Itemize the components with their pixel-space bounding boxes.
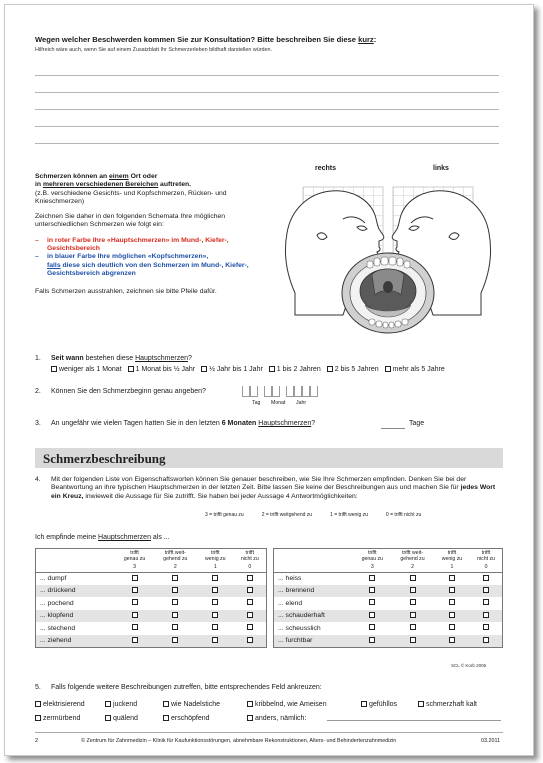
q5-checkbox[interactable] [247, 701, 253, 707]
table-value-row: 3 2 1 0 [36, 563, 267, 572]
q1-checkbox-2[interactable] [128, 366, 134, 372]
rating-checkbox[interactable] [410, 624, 416, 630]
q5-option: zermürbend [35, 715, 80, 722]
q1-option-label: mehr als 5 Jahre [392, 366, 445, 373]
q1-checkbox-6[interactable] [385, 366, 391, 372]
year-digit-box[interactable] [294, 386, 302, 397]
day-digit-box[interactable] [242, 386, 250, 397]
section-title: Schmerzbeschreibung [43, 451, 166, 466]
table-row: ... klopfend [36, 610, 267, 623]
q1-number: 1. [35, 355, 41, 362]
rating-checkbox[interactable] [369, 587, 375, 593]
year-digit-box[interactable] [286, 386, 294, 397]
rating-checkbox[interactable] [369, 624, 375, 630]
answer-line-5[interactable] [35, 143, 499, 144]
rating-checkbox[interactable] [172, 637, 178, 643]
q5-question: Falls folgende weitere Beschreibungen zutreffen, bitte entsprechendes Feld ankreuzen: [51, 684, 322, 691]
pain-instructions [35, 173, 267, 304]
rating-checkbox[interactable] [247, 624, 253, 630]
q3-number: 3. [35, 420, 41, 427]
rating-checkbox[interactable] [483, 599, 489, 605]
complaint-question-emph: kurz [358, 35, 374, 44]
rating-checkbox[interactable] [369, 637, 375, 643]
q5-checkbox[interactable] [105, 701, 111, 707]
table-row: ... pochend [36, 597, 267, 610]
rating-checkbox[interactable] [369, 612, 375, 618]
q5-option: quälend [105, 715, 138, 722]
q1-options [51, 366, 445, 373]
table-row: ... heiss [274, 572, 503, 585]
instruction-red: – in roter Farbe Ihre «Hauptschmerzen» im Mund-, Kiefer-, Gesichtsbereich [35, 236, 229, 253]
q5-option: schmerzhaft kalt [418, 701, 477, 708]
footer-text: © Zentrum für Zahnmedizin – Klinik für Kaufunktionsstörungen, abnehmbare Rekonstruktionen, Alters- und Behindertenzahnmedizin [81, 738, 397, 744]
rating-checkbox[interactable] [172, 612, 178, 618]
rating-checkbox[interactable] [132, 575, 138, 581]
scale-legend: 3 = trifft genau zu 2 = trifft weitgehend zu 1 = trifft wenig zu 0 = trifft nicht zu [205, 512, 422, 518]
footer-divider [35, 732, 503, 733]
q3-unit: Tage [409, 420, 425, 427]
table-row: ... elend [274, 597, 503, 610]
q5-checkbox[interactable] [105, 715, 111, 721]
q5-option: juckend [105, 701, 137, 708]
answer-line-3[interactable] [35, 109, 499, 110]
q1-option-label: 1 Monat bis ½ Jahr [135, 366, 196, 373]
table-row: ... brennend [274, 585, 503, 598]
rating-checkbox[interactable] [410, 599, 416, 605]
day-digit-box[interactable] [250, 386, 258, 397]
month-digit-box[interactable] [272, 386, 280, 397]
q5-checkbox[interactable] [361, 701, 367, 707]
rating-checkbox[interactable] [410, 612, 416, 618]
date-label-year: Jahr [296, 400, 307, 406]
section-banner [35, 448, 503, 468]
rating-checkbox[interactable] [483, 575, 489, 581]
q1-checkbox-1[interactable] [51, 366, 57, 372]
rating-checkbox[interactable] [483, 624, 489, 630]
rating-checkbox[interactable] [369, 599, 375, 605]
answer-line-2[interactable] [35, 92, 499, 93]
q5-checkbox[interactable] [35, 715, 41, 721]
page-number: 2 [35, 738, 39, 744]
table-header-row [274, 549, 503, 564]
rating-checkbox[interactable] [449, 637, 455, 643]
table-header-row [36, 549, 267, 564]
table-row: ... dumpf [36, 572, 267, 585]
table-row: ... furchtbar [274, 635, 503, 648]
figure-label-right: rechts [315, 165, 337, 172]
form-page [4, 4, 534, 756]
q2-number: 2. [35, 388, 41, 395]
rating-checkbox[interactable] [449, 575, 455, 581]
rating-checkbox[interactable] [483, 637, 489, 643]
rating-checkbox[interactable] [410, 637, 416, 643]
q1-checkbox-5[interactable] [327, 366, 333, 372]
table-copyright: SCL © Korb 2006 [451, 663, 487, 668]
q1-option-label: 1 bis 2 Jahren [276, 366, 321, 373]
rating-checkbox[interactable] [247, 587, 253, 593]
table-intro: Ich empfinde meine Hauptschmerzen als ... [35, 534, 170, 541]
rating-checkbox[interactable] [172, 624, 178, 630]
q5-checkbox[interactable] [35, 701, 41, 707]
col-header-2: trifft weit- gehend zu [163, 550, 188, 562]
col-header-3: trifft genau zu [361, 550, 384, 562]
year-digit-box[interactable] [302, 386, 310, 397]
table-row: ... schauderhaft [274, 610, 503, 623]
rating-checkbox[interactable] [247, 599, 253, 605]
rating-checkbox[interactable] [449, 624, 455, 630]
col-header-0: trifft nicht zu [477, 550, 495, 562]
open-mouth-icon [342, 253, 434, 333]
col-header-0: trifft nicht zu [240, 550, 259, 562]
descriptor-table-left [35, 548, 267, 648]
q5-option: gefühllos [361, 701, 397, 708]
q5-checkbox[interactable] [163, 701, 169, 707]
rating-checkbox[interactable] [212, 599, 218, 605]
rating-checkbox[interactable] [410, 575, 416, 581]
rating-checkbox[interactable] [247, 612, 253, 618]
year-digit-box[interactable] [310, 386, 318, 397]
col-header-3: trifft genau zu [123, 550, 146, 562]
rating-checkbox[interactable] [172, 587, 178, 593]
q3-question: An ungefähr wie vielen Tagen hatten Sie in den letzten 6 Monaten Hauptschmerzen? [51, 420, 316, 427]
q2-question: Können Sie den Schmerzbeginn genau angeben? [51, 388, 206, 395]
rating-checkbox[interactable] [212, 612, 218, 618]
table-row: ... drückend [36, 585, 267, 598]
pain-arrow-instruction: Falls Schmerzen ausstrahlen, zeichnen sie bitte Pfeile dafür. [35, 288, 217, 296]
complaint-question-end: : [373, 35, 377, 44]
q4-instructions: Mit der folgenden Liste von Eigenschaftsworten können Sie genauer beschreiben, wie Sie Ihre Schmerzen empfinden. Denken Sie bei der Beantwortung an ihre typischen Hauptschmerzen in der letzten Zeit. Bitte lassen Sie keine der Beschreibungen aus und machen Sie für jedes Wort ein Kreuz, inwieweit die Aussage für Sie zutrifft. Sie haben bei jeder Aussage 4 Antwortmöglichkeiten: [51, 476, 496, 500]
date-label-month: Monat [271, 400, 286, 406]
rating-checkbox[interactable] [483, 587, 489, 593]
q5-checkbox[interactable] [418, 701, 424, 707]
footer-date: 03.2011 [481, 738, 501, 744]
q1-option-label: weniger als 1 Monat [59, 366, 122, 373]
rating-checkbox[interactable] [172, 575, 178, 581]
q1-checkbox-4[interactable] [269, 366, 275, 372]
rating-checkbox[interactable] [132, 587, 138, 593]
complaint-question-text: Wegen welcher Beschwerden kommen Sie zur Konsultation? Bitte beschreiben Sie diese [35, 35, 359, 44]
pain-draw-instruction: Zeichnen Sie daher in den folgenden Schemata Ihre möglichen unterschiedlichen Schmerzen wie folgt ein: [35, 213, 226, 229]
rating-checkbox[interactable] [449, 612, 455, 618]
table-value-row: 3 2 1 0 [274, 563, 503, 572]
q5-checkbox[interactable] [247, 715, 253, 721]
rating-checkbox[interactable] [132, 599, 138, 605]
instruction-blue: – in blauer Farbe Ihre möglichen «Kopfschmerzen», falls diese sich deutlich von den Schmerzen im Mund-, Kiefer-, Gesichtsbereich abgrenzen [35, 253, 249, 277]
col-header-2: trifft weit- gehend zu [400, 550, 425, 562]
answer-line-4[interactable] [35, 126, 499, 127]
rating-checkbox[interactable] [483, 612, 489, 618]
q5-checkbox[interactable] [163, 715, 169, 721]
q5-option: anders, nämlich: [247, 715, 306, 722]
q5-number: 5. [35, 684, 41, 691]
pain-intro: Schmerzen können an einem Ort oder in mehreren verschiedenen Bereichen auftreten. (z.B. verschiedene Gesichts- und Kopfschmerzen, Rücken- und Knieschmerzen) [35, 173, 227, 205]
q5-option: wie Nadelstiche [163, 701, 220, 708]
rating-checkbox[interactable] [132, 612, 138, 618]
month-digit-box[interactable] [264, 386, 272, 397]
q5-other-input[interactable] [327, 720, 501, 721]
rating-checkbox[interactable] [247, 575, 253, 581]
rating-checkbox[interactable] [212, 575, 218, 581]
rating-checkbox[interactable] [132, 624, 138, 630]
complaint-question [35, 35, 376, 44]
rating-checkbox[interactable] [449, 599, 455, 605]
rating-checkbox[interactable] [449, 587, 455, 593]
rating-checkbox[interactable] [247, 637, 253, 643]
date-label-day: Tag [252, 400, 261, 406]
descriptor-table-right [273, 548, 503, 648]
col-header-1: trifft wenig zu [205, 550, 226, 562]
pain-drawing-figure[interactable] [273, 165, 503, 335]
q3-days-input[interactable] [381, 428, 405, 429]
rating-checkbox[interactable] [410, 587, 416, 593]
q5-option: elektrisierend [35, 701, 85, 708]
answer-line-1[interactable] [35, 75, 499, 76]
complaint-hint: Hilfreich wäre auch, wenn Sie auf einem Zusatzblatt Ihr Schmerzerleben bildhaft darstellen würden. [35, 47, 273, 53]
table-row: ... stechend [36, 622, 267, 635]
rating-checkbox[interactable] [369, 575, 375, 581]
q1-option-label: 2 bis 5 Jahren [334, 366, 379, 373]
rating-checkbox[interactable] [212, 624, 218, 630]
q1-checkbox-3[interactable] [201, 366, 207, 372]
rating-checkbox[interactable] [212, 587, 218, 593]
table-row: ... scheusslich [274, 622, 503, 635]
rating-checkbox[interactable] [132, 637, 138, 643]
head-schema-drawing[interactable] [273, 175, 503, 335]
rating-checkbox[interactable] [172, 599, 178, 605]
figure-label-left: links [433, 165, 449, 172]
table-row: ... ziehend [36, 635, 267, 648]
q5-option: kribbelnd, wie Ameisen [247, 701, 327, 708]
q5-option: erschöpfend [163, 715, 210, 722]
q1-question: Seit wann bestehen diese Hauptschmerzen? [51, 355, 192, 362]
q1-option-label: ½ Jahr bis 1 Jahr [209, 366, 263, 373]
rating-checkbox[interactable] [212, 637, 218, 643]
q4-number: 4. [35, 476, 41, 483]
col-header-1: trifft wenig zu [441, 550, 463, 562]
